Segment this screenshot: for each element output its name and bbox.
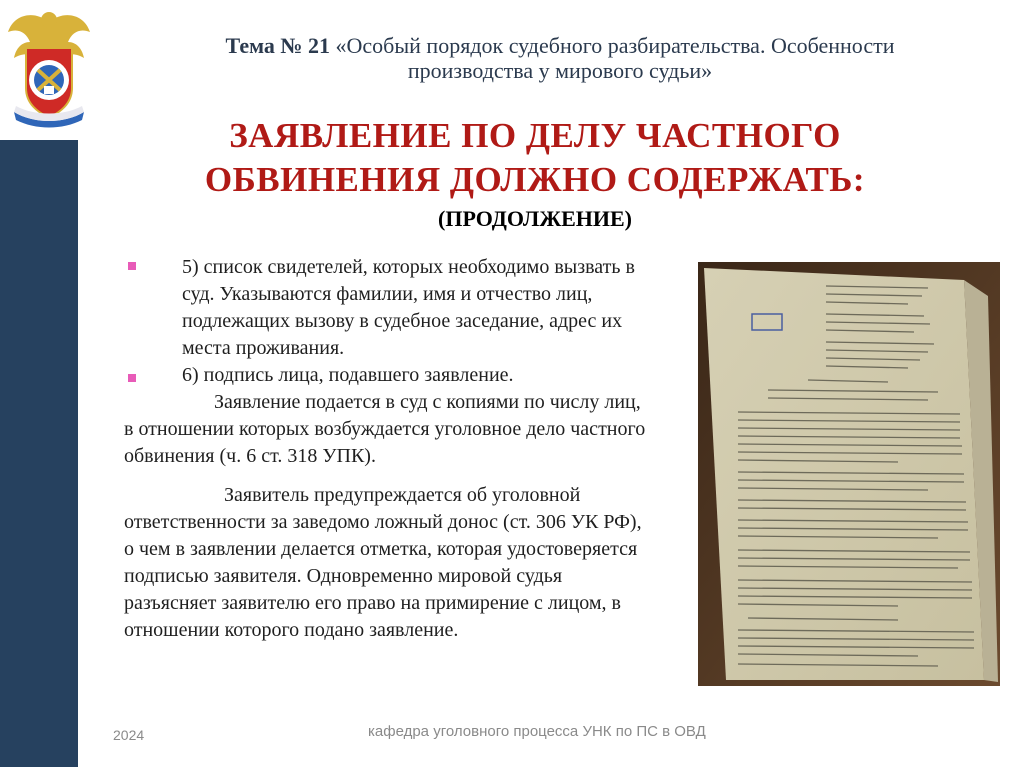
heading-line2: ОБВИНЕНИЯ ДОЛЖНО СОДЕРЖАТЬ: — [204, 160, 866, 199]
topic-line2: производства у мирового судьи» — [407, 58, 713, 83]
topic-number: Тема № 21 — [225, 33, 331, 58]
topic-line1: «Особый порядок судебного разбирательства. Особенности — [335, 33, 895, 58]
list-item-5-text: 5) список свидетелей, которых необходимо вызвать в суд. Указываются фамилии, имя и отчество лиц, подлежащих вызову в судебное заседание, адрес их места проживания. — [182, 256, 635, 359]
paragraph-copies: Заявление подается в суд с копиями по числу лиц, в отношении которых возбуждается уголовное дело частного обвинения (ч. 6 ст. 318 УПК). — [124, 391, 646, 467]
sidebar-bar — [0, 140, 78, 767]
slide-subheading: (ПРОДОЛЖЕНИЕ) — [438, 206, 632, 231]
heading-line1: ЗАЯВЛЕНИЕ ПО ДЕЛУ ЧАСТНОГО — [229, 116, 841, 155]
footer-year: 2024 — [113, 727, 145, 743]
footer-department: кафедра уголовного процесса УНК по ПС в ОВД — [368, 723, 706, 740]
list-item-5 — [124, 254, 654, 362]
list-item-6-text: 6) подпись лица, подавшего заявление. — [182, 364, 514, 386]
slide-heading — [100, 114, 970, 202]
list-item-6 — [124, 362, 654, 389]
topic-title — [130, 33, 990, 83]
body-text — [124, 254, 654, 644]
document-photo — [698, 262, 1000, 686]
emblem-logo — [4, 2, 94, 130]
paragraph-warning: Заявитель предупреждается об уголовной ответственности за заведомо ложный донос (ст. 306 УК РФ), о чем в заявлении делается отметка, которая удостоверяется подписью заявителя. Одновременно мировой судья разъясняет заявителю его право на примирение с лицом, в отношении которого подано заявление. — [124, 484, 642, 641]
